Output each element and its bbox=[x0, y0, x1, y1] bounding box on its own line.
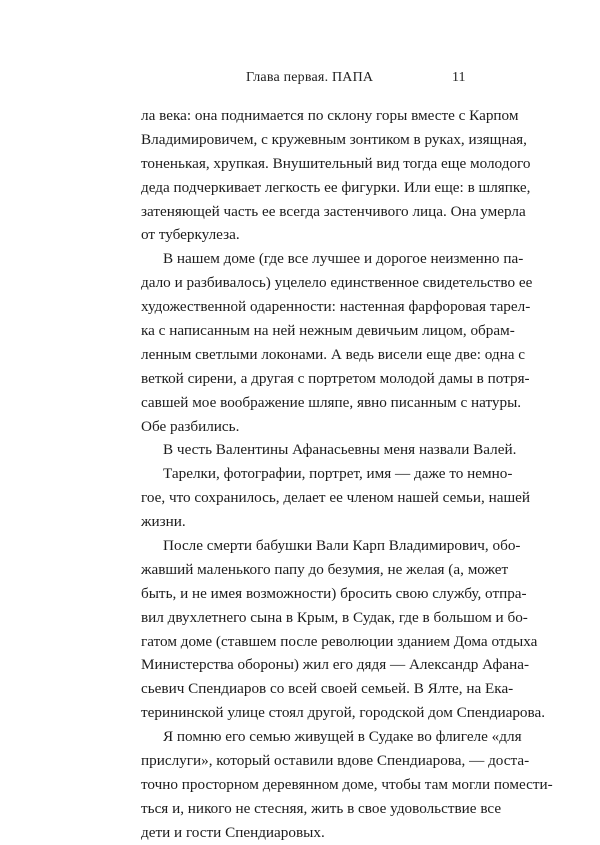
text-line: После смерти бабушки Вали Карп Владимирович, обо- bbox=[163, 537, 521, 555]
text-line: сьевич Спендиаров со всей своей семьей. В Ялте, на Ека- bbox=[141, 680, 514, 698]
text-line: прислуги», который оставили вдове Спендиарова, — доста- bbox=[141, 752, 530, 770]
text-line: Я помню его семью живущей в Судаке во флигеле «для bbox=[163, 728, 522, 746]
text-line: веткой сирени, а другая с портретом молодой дамы в потря- bbox=[141, 369, 530, 387]
paragraph-1 bbox=[141, 104, 531, 247]
text-line: Тарелки, фотографии, портрет, имя — даже то немно- bbox=[163, 465, 513, 483]
page-number: 11 bbox=[452, 70, 466, 85]
text-line: терининской улице стоял другой, городской дом Спендиарова. bbox=[141, 704, 546, 722]
body-text bbox=[141, 104, 553, 845]
text-line: затеняющей часть ее всегда застенчивого лица. Она умерла bbox=[141, 202, 526, 220]
text-line: от туберкулеза. bbox=[141, 226, 240, 244]
paragraph-6 bbox=[141, 725, 553, 844]
paragraph-2 bbox=[141, 247, 533, 438]
text-line: вил двухлетнего сына в Крым, в Судак, где в большом и бо- bbox=[141, 608, 528, 626]
text-line: быть, и не имея возможности) бросить свою службу, отпра- bbox=[141, 584, 527, 602]
text-line: савшей мое воображение шляпе, явно писанным с натуры. bbox=[141, 393, 522, 411]
text-line: деда подчеркивает легкость ее фигурки. Или еще: в шляпке, bbox=[141, 178, 531, 196]
text-line: гатом доме (ставшем после революции зданием Дома отдыха bbox=[141, 632, 538, 650]
paragraph-3 bbox=[141, 438, 517, 462]
text-line: Владимировичем, с кружевным зонтиком в руках, изящная, bbox=[141, 130, 527, 148]
text-line: Обе разбились. bbox=[141, 417, 240, 435]
text-line: гое, что сохранилось, делает ее членом нашей семьи, нашей bbox=[141, 489, 531, 507]
text-line: точно просторном деревянном доме, чтобы там могли помести- bbox=[141, 775, 553, 793]
text-line: В нашем доме (где все лучшее и дорогое неизменно па- bbox=[163, 250, 524, 268]
text-line: дети и гости Спендиаровых. bbox=[141, 823, 325, 841]
running-head: Глава первая. ПАПА bbox=[246, 70, 374, 85]
text-line: ка с написанным на ней нежным девичьим лицом, обрам- bbox=[141, 322, 515, 340]
paragraph-5 bbox=[141, 534, 546, 725]
text-line: ла века: она поднимается по склону горы вместе с Карпом bbox=[141, 107, 519, 124]
text-line: ленным светлыми локонами. А ведь висели еще две: одна с bbox=[141, 345, 526, 363]
text-line: жавший маленького папу до безумия, не желая (а, может bbox=[141, 560, 509, 578]
text-line: дало и разбивалось) уцелело единственное свидетельство ее bbox=[141, 274, 533, 292]
text-line: тоненькая, хрупкая. Внушительный вид тогда еще молодого bbox=[141, 154, 531, 172]
text-line: художественной одаренности: настенная фарфоровая тарел- bbox=[141, 298, 531, 316]
text-line: В честь Валентины Афанасьевны меня назвали Валей. bbox=[163, 441, 517, 459]
paragraph-4 bbox=[141, 462, 531, 534]
text-line: Министерства обороны) жил его дядя — Александр Афана- bbox=[141, 656, 530, 674]
text-line: жизни. bbox=[141, 513, 186, 531]
text-line: ться и, никого не стесняя, жить в свое удовольствие все bbox=[141, 799, 502, 817]
